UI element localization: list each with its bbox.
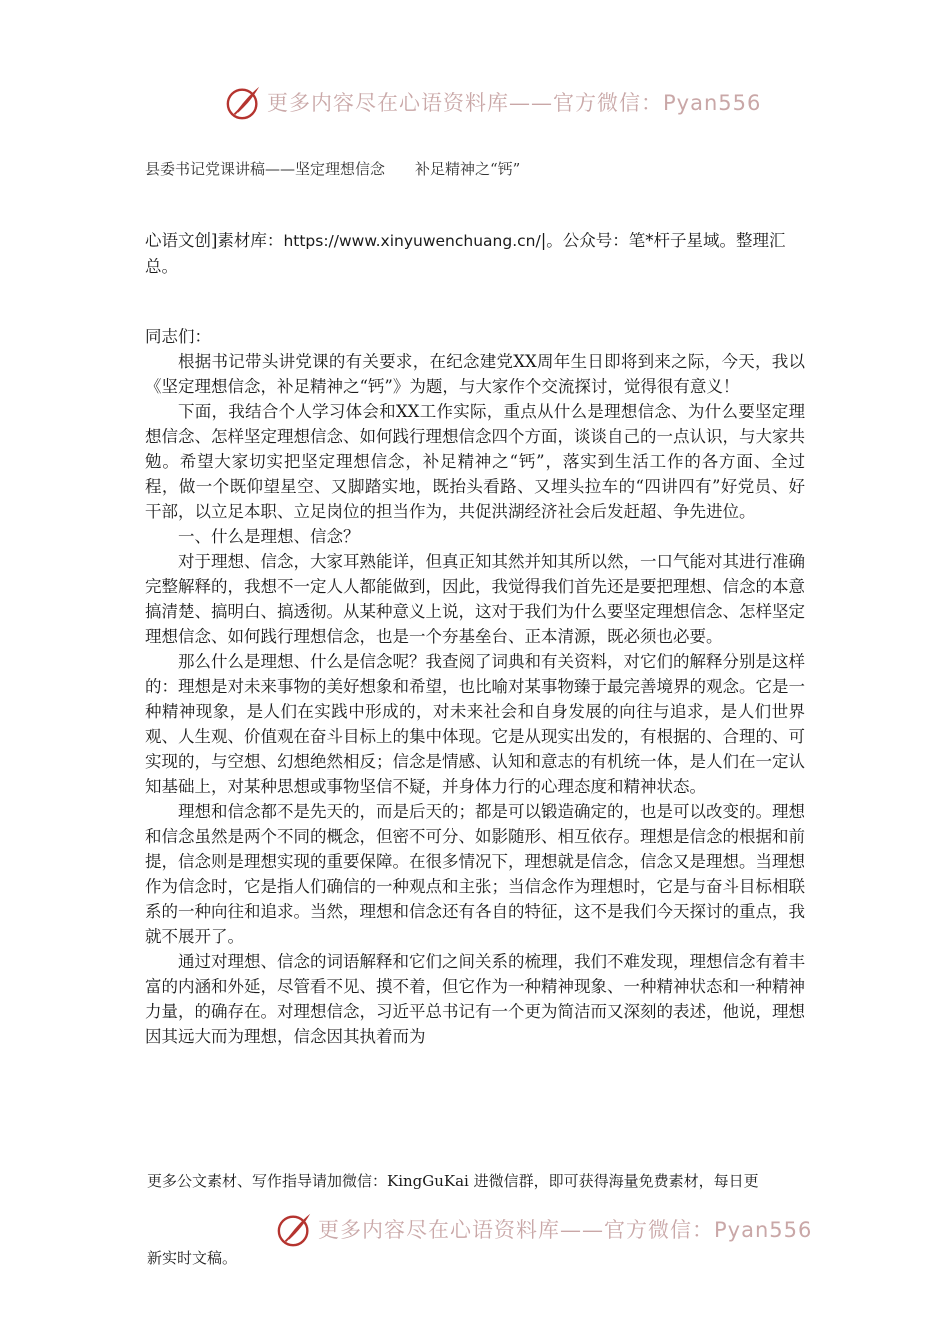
quill-logo-icon [225,83,263,121]
paragraph: 那么什么是理想、什么是信念呢？我查阅了词典和有关资料，对它们的解释分别是这样的：理想是对未来事物的美好想象和希望，也比喻对某事物臻于最完善境界的观念。它是一种精神现象，是人们在实践中形成的，对未来社会和自身发展的向往与追求，是人们世界观、人生观、价值观在奋斗目标上的集中体现。它是从现实出发的，有根据的、合理的、可实现的，与空想、幻想绝然相反；信念是情感、认知和意志的有机统一体，是人们在一定认知基础上，对某种思想或事物坚信不疑，并身体力行的心理态度和精神状态。 [145,652,805,796]
watermark-wechat-id: Pyan556 [714,1218,813,1242]
paragraph: 对于理想、信念，大家耳熟能详，但真正知其然并知其所以然，一口气能对其进行准确完整解释的，我想不一定人人都能做到，因此，我觉得我们首先还是要把理想、信念的本意搞清楚、搞明白、搞透彻。从某种意义上说，这对于我们为什么要坚定理想信念、怎样坚定理想信念、如何践行理想信念，也是一个夯基垒台、正本清源，既必须也必要。 [145,552,805,646]
source-suffix: |。公众号：笔*杆子星域。整理汇总。 [145,231,786,276]
source-url-link[interactable]: https://www.xinyuwenchuang.cn/ [283,232,541,250]
document-title: 县委书记党课讲稿——坚定理想信念 补足精神之“钙” [145,160,521,178]
document-body [145,324,805,1049]
watermark-official: 官方微信： [604,1218,714,1242]
footer-promo-continued: 新实时文稿。 [147,1249,238,1267]
watermark-text [267,87,761,117]
watermark-wechat-id: Pyan556 [663,91,762,115]
paragraph: 下面，我结合个人学习体会和XX工作实际，重点从什么是理想信念、为什么要坚定理想信念、怎样坚定理想信念、如何践行理想信念四个方面，谈谈自己的一点认识，与大家共勉。希望大家切实把坚定理想信念，补足精神之“钙”，落实到生活工作的各方面、全过程，做一个既仰望星空、又脚踏实地，既抬头看路、又埋头拉车的“四讲四有”好党员、好干部，以立足本职、立足岗位的担当作为，共促洪湖经济社会后发赶超、争先进位。 [145,402,805,521]
watermark-dash: —— [509,91,553,115]
source-line [145,228,810,280]
salutation: 同志们： [145,327,211,346]
watermark-official: 官方微信： [553,91,663,115]
paragraph: 理想和信念都不是先天的，而是后天的；都是可以锻造确定的，也是可以改变的。理想和信念虽然是两个不同的概念，但密不可分、如影随形、相互依存。理想是信念的根据和前提，信念则是理想实现的重要保障。在很多情况下，理想就是信念，信念又是理想。当理想作为信念时，它是指人们确信的一种观点和主张；当信念作为理想时，它是与奋斗目标相联系的一种向往和追求。当然，理想和信念还有各自的特征，这不是我们今天探讨的重点，我就不展开了。 [145,802,805,946]
watermark-banner-top [225,80,761,124]
watermark-main: 更多内容尽在心语资料库 [267,91,509,115]
watermark-banner-bottom [276,1207,812,1251]
paragraph: 通过对理想、信念的词语解释和它们之间关系的梳理，我们不难发现，理想信念有着丰富的内涵和外延，尽管看不见、摸不着，但它作为一种精神现象、一种精神状态和一种精神力量，的确存在。对理想信念，习近平总书记有一个更为简洁而又深刻的表述，他说，理想因其远大而为理想，信念因其执着而为 [145,952,805,1046]
watermark-dash: —— [560,1218,604,1242]
watermark-text [318,1214,812,1244]
quill-logo-icon [276,1210,314,1248]
watermark-main: 更多内容尽在心语资料库 [318,1218,560,1242]
source-prefix: 心语文创]素材库： [145,231,284,250]
footer-promo: 更多公文素材、写作指导请加微信：KingGuKai 进微信群，即可获得海量免费素材，每日更 [147,1172,759,1190]
section-heading: 一、什么是理想、信念？ [178,527,360,546]
paragraph: 根据书记带头讲党课的有关要求，在纪念建党XX周年生日即将到来之际，今天，我以《坚定理想信念，补足精神之“钙”》为题，与大家作个交流探讨，觉得很有意义！ [145,352,805,396]
